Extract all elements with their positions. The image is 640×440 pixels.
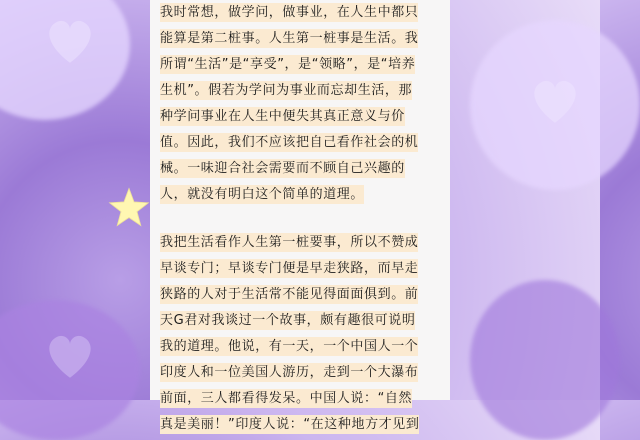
text-line: 我把生活看作人生第一桩要事，所以不赞成	[160, 235, 419, 250]
text-line: 真是美丽！”印度人说：“在这种地方才见到	[160, 417, 420, 432]
text-line: 所谓“生活”是“享受”，是“领略”，是“培养	[160, 57, 416, 72]
text-line: 人，就没有明白这个简单的道理。	[160, 187, 365, 202]
text-line: 械。一味迎合社会需要而不顾自己兴趣的	[160, 161, 405, 176]
star-icon	[108, 186, 150, 228]
text-line: 天G君对我谈过一个故事，颇有趣很可说明	[160, 313, 416, 328]
background-glow-bottom-right	[470, 280, 620, 440]
text-line: 早谈专门；早谈专门便是早走狭路，而早走	[160, 261, 419, 276]
text-line: 值。因此，我们不应该把自己看作社会的机	[160, 135, 419, 150]
text-line: 生机”。假若为学问为事业而忘却生活，那	[160, 83, 413, 98]
paragraph-1	[160, 0, 440, 208]
heart-icon	[525, 70, 585, 130]
text-line: 印度人和一位美国人游历，走到一个大瀑布	[160, 365, 419, 380]
text-line: 前面，三人都看得发呆。中国人说：“自然	[160, 391, 413, 406]
text-line: 我时常想，做学问，做事业，在人生中都只	[160, 5, 419, 20]
text-line: 狭路的人对于生活常不能见得面面俱到。前	[160, 287, 419, 302]
text-line: 我的道理。他说，有一天，一个中国人一个	[160, 339, 419, 354]
heart-icon	[40, 325, 100, 385]
heart-icon	[40, 10, 100, 70]
paragraph-2	[160, 230, 440, 438]
text-line: 能算是第二桩事。人生第一桩事是生活。我	[160, 31, 419, 46]
text-line: 种学问事业在人生中便失其真正意义与价	[160, 109, 405, 124]
article-panel	[150, 0, 450, 432]
